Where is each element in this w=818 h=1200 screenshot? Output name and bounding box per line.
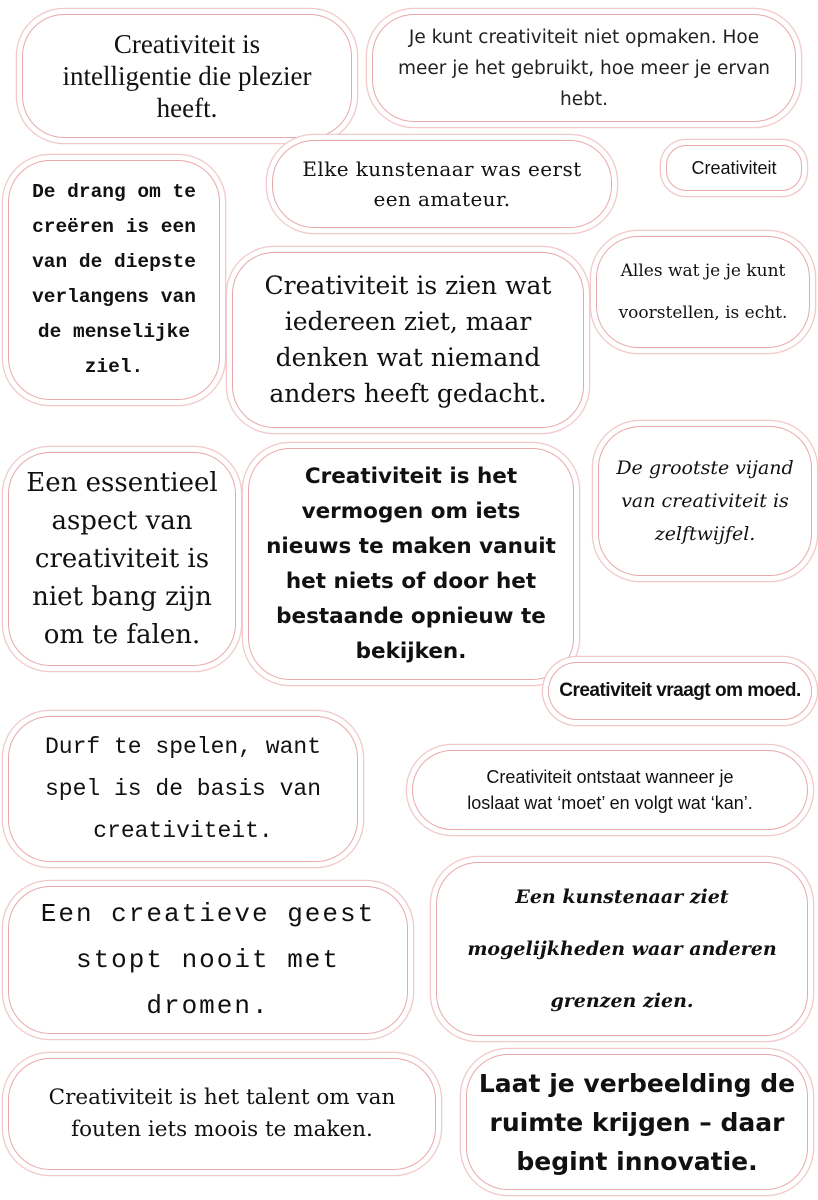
- quote-text: Creativiteit is het vermogen om iets nieuws te maken vanuit het niets of door het bestaande opnieuw te bekijken.: [266, 464, 556, 664]
- quote-sticker-let-go: [412, 750, 808, 830]
- quote-sticker-courage: [548, 662, 812, 720]
- quote-text: Je kunt creativiteit niet opmaken. Hoe meer je het gebruikt, hoe meer je ervan hebt.: [398, 26, 770, 110]
- quote-text: Elke kunstenaar was eerst een amateur.: [302, 157, 582, 211]
- quote-sticker-see-what-everyone-sees: [232, 252, 584, 428]
- quote-text: Creativiteit ontstaat wanneer je loslaat wat ‘moet’ en volgt wat ‘kan’.: [467, 767, 753, 813]
- quote-text: Een creatieve geest stopt nooit met dromen.: [40, 899, 376, 1021]
- quote-sticker-imagine-is-real: [596, 236, 810, 348]
- quote-sticker-artist-sees: [436, 862, 808, 1036]
- quote-text: Een kunstenaar ziet mogelijkheden waar anderen grenzen zien.: [467, 886, 777, 1012]
- quote-sticker-intelligence: [22, 14, 352, 138]
- quote-sticker-creativity-label: [666, 145, 802, 191]
- quote-sticker-not-afraid-to-fail: [8, 452, 236, 666]
- quote-text: Creativiteit is het talent om van fouten iets moois te maken.: [48, 1085, 396, 1142]
- quote-sticker-self-doubt: [598, 426, 812, 576]
- quote-sticker-amateur: [272, 140, 612, 228]
- quote-text: Durf te spelen, want spel is de basis van creativiteit.: [44, 734, 322, 844]
- quote-text: De drang om te creëren is een van de diepste verlangens van de menselijke ziel.: [32, 181, 196, 378]
- quote-text: Een essentieel aspect van creativiteit is niet bang zijn om te falen.: [26, 468, 218, 650]
- quote-sticker-make-something-new: [248, 448, 574, 680]
- quote-text: Alles wat je je kunt voorstellen, is echt.: [618, 261, 788, 323]
- quote-sticker-urge-to-create: [8, 160, 220, 400]
- quote-sticker-use-it: [372, 14, 796, 122]
- quote-sticker-creative-mind: [8, 886, 408, 1034]
- quote-sticker-imagination: [466, 1054, 808, 1190]
- quote-text: Creativiteit: [691, 157, 777, 178]
- quote-text: Creativiteit vraagt om moed.: [559, 680, 801, 701]
- quote-text: De grootste vijand van creativiteit is zelftwijfel.: [616, 456, 794, 545]
- quote-text: Laat je verbeelding de ruimte krijgen – daar begint innovatie.: [478, 1068, 796, 1176]
- quote-sticker-dare-to-play: [8, 716, 358, 862]
- quote-sticker-mistakes: [8, 1058, 436, 1170]
- quote-text: Creativiteit is zien wat iedereen ziet, maar denken wat niemand anders heeft gedacht.: [264, 271, 552, 408]
- quote-text: Creativiteit is intelligentie die plezier heeft.: [62, 29, 312, 123]
